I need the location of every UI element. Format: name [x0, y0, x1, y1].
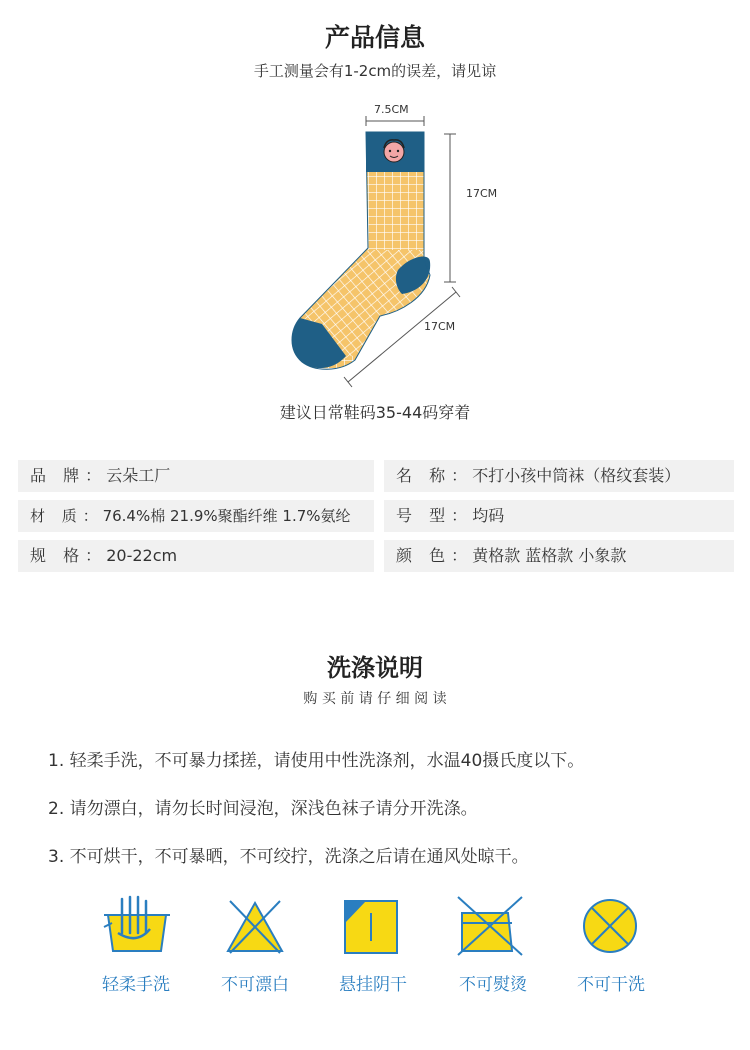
shoe-size-suggestion: 建议日常鞋码35-44码穿着 — [279, 403, 471, 422]
care-label-no-bleach: 不可漂白 — [221, 975, 289, 995]
spec-value: 云朵工厂 — [106, 466, 171, 485]
spec-dimensions — [18, 540, 374, 572]
spec-sep: ： — [85, 466, 102, 485]
leg-dimension — [444, 134, 456, 282]
width-label: 7.5CM — [374, 103, 409, 116]
spec-sep: ： — [451, 466, 468, 485]
spec-key: 号 型 — [396, 506, 452, 525]
washing-item-1: 1. 轻柔手洗，不可暴力揉搓，请使用中性洗涤剂，水温40摄氏度以下。 — [48, 751, 585, 771]
spec-key: 颜 色 — [396, 546, 452, 565]
spec-value: 20-22cm — [106, 546, 178, 565]
spec-value: 黄格款 蓝格款 小象款 — [472, 546, 627, 565]
spec-value: 76.4%棉 21.9%聚酯纤维 1.7%氨纶 — [102, 507, 351, 525]
spec-name — [384, 460, 734, 492]
care-label-hang-dry: 悬挂阴干 — [339, 975, 407, 995]
spec-value: 均码 — [472, 506, 505, 525]
spec-sep: ： — [85, 546, 102, 565]
spec-color — [384, 540, 734, 572]
foot-length-label: 17CM — [424, 320, 456, 333]
leg-length-label: 17CM — [466, 187, 498, 200]
washing-item-2: 2. 请勿漂白，请勿长时间浸泡，深浅色袜子请分开洗涤。 — [48, 799, 478, 819]
no-bleach-icon — [228, 901, 282, 953]
hand-wash-icon — [104, 897, 170, 951]
product-info-title: 产品信息 — [324, 23, 425, 52]
washing-subtitle: 购 买 前 请 仔 细 阅 读 — [303, 691, 447, 707]
spec-brand — [18, 460, 374, 492]
sock-illustration — [0, 0, 750, 420]
spec-key: 名 称 — [396, 466, 452, 485]
spec-material — [18, 500, 374, 532]
washing-item-3: 3. 不可烘干，不可暴晒，不可绞拧，洗涤之后请在通风处晾干。 — [48, 847, 529, 867]
spec-sep: ： — [82, 507, 98, 525]
spec-sep: ： — [451, 506, 468, 525]
washing-title: 洗涤说明 — [327, 654, 423, 682]
spec-key: 品 牌 — [30, 466, 86, 485]
hang-dry-shade-icon — [345, 901, 397, 953]
no-iron-icon — [458, 897, 522, 955]
care-label-no-dry-clean: 不可干洗 — [577, 975, 645, 995]
spec-key: 规 格 — [30, 546, 86, 565]
spec-size-type — [384, 500, 734, 532]
spec-value: 不打小孩中筒袜（格纹套装） — [472, 466, 681, 485]
spec-sep: ： — [451, 546, 468, 565]
care-icons — [0, 893, 750, 963]
spec-key: 材 质 — [30, 507, 83, 525]
care-label-no-iron: 不可熨烫 — [459, 975, 527, 995]
care-label-hand-wash: 轻柔手洗 — [102, 975, 170, 995]
measurement-note: 手工测量会有1-2cm的误差，请见谅 — [253, 62, 497, 80]
no-dry-clean-icon — [584, 900, 636, 952]
width-dimension — [366, 116, 424, 126]
